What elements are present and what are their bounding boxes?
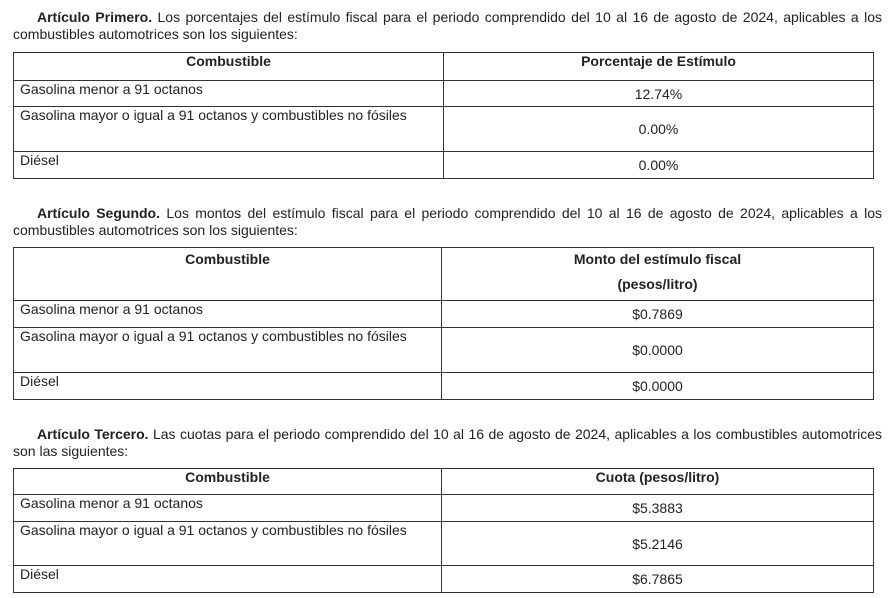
table-row bbox=[14, 495, 874, 522]
header-monto-line-1: Monto del estímulo fiscal bbox=[573, 251, 742, 267]
column-header-porcentaje: Porcentaje de Estímulo bbox=[444, 53, 874, 81]
table-row bbox=[14, 566, 874, 593]
article-2-text: Los montos del estímulo fiscal para el periodo comprendido del 10 al 16 de agosto de 2024, aplicables a los combustibles automotrices son los siguientes: bbox=[13, 205, 882, 238]
article-1-paragraph bbox=[13, 9, 882, 43]
article-1-text: Los porcentajes del estímulo fiscal para el periodo comprendido del 10 al 16 de agosto de 2024, aplicables a los combustibles automotrices son los siguientes: bbox=[13, 9, 882, 42]
header-combustible-text: Combustible bbox=[185, 251, 270, 267]
fuel-value: $5.3883 bbox=[442, 495, 874, 522]
article-3-text: Las cuotas para el periodo comprendido del 10 al 16 de agosto de 2024, aplicables a los combustibles automotrices son las siguientes: bbox=[13, 426, 882, 459]
table-header-row bbox=[14, 53, 874, 81]
table-row bbox=[14, 328, 874, 373]
article-1-table bbox=[13, 52, 874, 179]
table-header-row bbox=[14, 469, 874, 495]
article-2-table bbox=[13, 247, 874, 400]
column-header-combustible: Combustible bbox=[14, 53, 444, 81]
table-header-row bbox=[14, 248, 874, 301]
column-header-combustible bbox=[14, 248, 442, 301]
fuel-name: Gasolina menor a 91 octanos bbox=[14, 495, 442, 522]
table-row bbox=[14, 107, 874, 152]
column-header-cuota: Cuota (pesos/litro) bbox=[442, 469, 874, 495]
fuel-value: $5.2146 bbox=[442, 522, 874, 566]
fuel-name: Gasolina mayor o igual a 91 octanos y combustibles no fósiles bbox=[14, 328, 442, 373]
fuel-name: Gasolina menor a 91 octanos bbox=[14, 81, 444, 107]
fuel-name: Gasolina mayor o igual a 91 octanos y combustibles no fósiles bbox=[14, 107, 444, 152]
fuel-value: 12.74% bbox=[444, 81, 874, 107]
column-header-monto bbox=[442, 248, 874, 301]
fuel-value: $0.0000 bbox=[442, 328, 874, 373]
fuel-value: $0.7869 bbox=[442, 301, 874, 328]
fuel-value: $6.7865 bbox=[442, 566, 874, 593]
fuel-name: Gasolina menor a 91 octanos bbox=[14, 301, 442, 328]
table-row bbox=[14, 373, 874, 400]
fuel-name: Diésel bbox=[14, 566, 442, 593]
article-1-heading: Artículo Primero. bbox=[37, 9, 153, 25]
fuel-value: $0.0000 bbox=[442, 373, 874, 400]
fuel-value: 0.00% bbox=[444, 152, 874, 179]
article-3-paragraph bbox=[13, 426, 882, 460]
header-monto-line-2: (pesos/litro) bbox=[617, 276, 698, 292]
table-row bbox=[14, 301, 874, 328]
fuel-name: Diésel bbox=[14, 152, 444, 179]
article-2-paragraph bbox=[13, 205, 882, 239]
article-3-table bbox=[13, 468, 874, 593]
article-3-heading: Artículo Tercero. bbox=[37, 426, 149, 442]
fuel-value: 0.00% bbox=[444, 107, 874, 152]
table-row bbox=[14, 152, 874, 179]
fuel-name: Gasolina mayor o igual a 91 octanos y combustibles no fósiles bbox=[14, 522, 442, 566]
column-header-combustible: Combustible bbox=[14, 469, 442, 495]
table-row bbox=[14, 522, 874, 566]
fuel-name: Diésel bbox=[14, 373, 442, 400]
article-2-heading: Artículo Segundo. bbox=[37, 205, 160, 221]
table-row bbox=[14, 81, 874, 107]
